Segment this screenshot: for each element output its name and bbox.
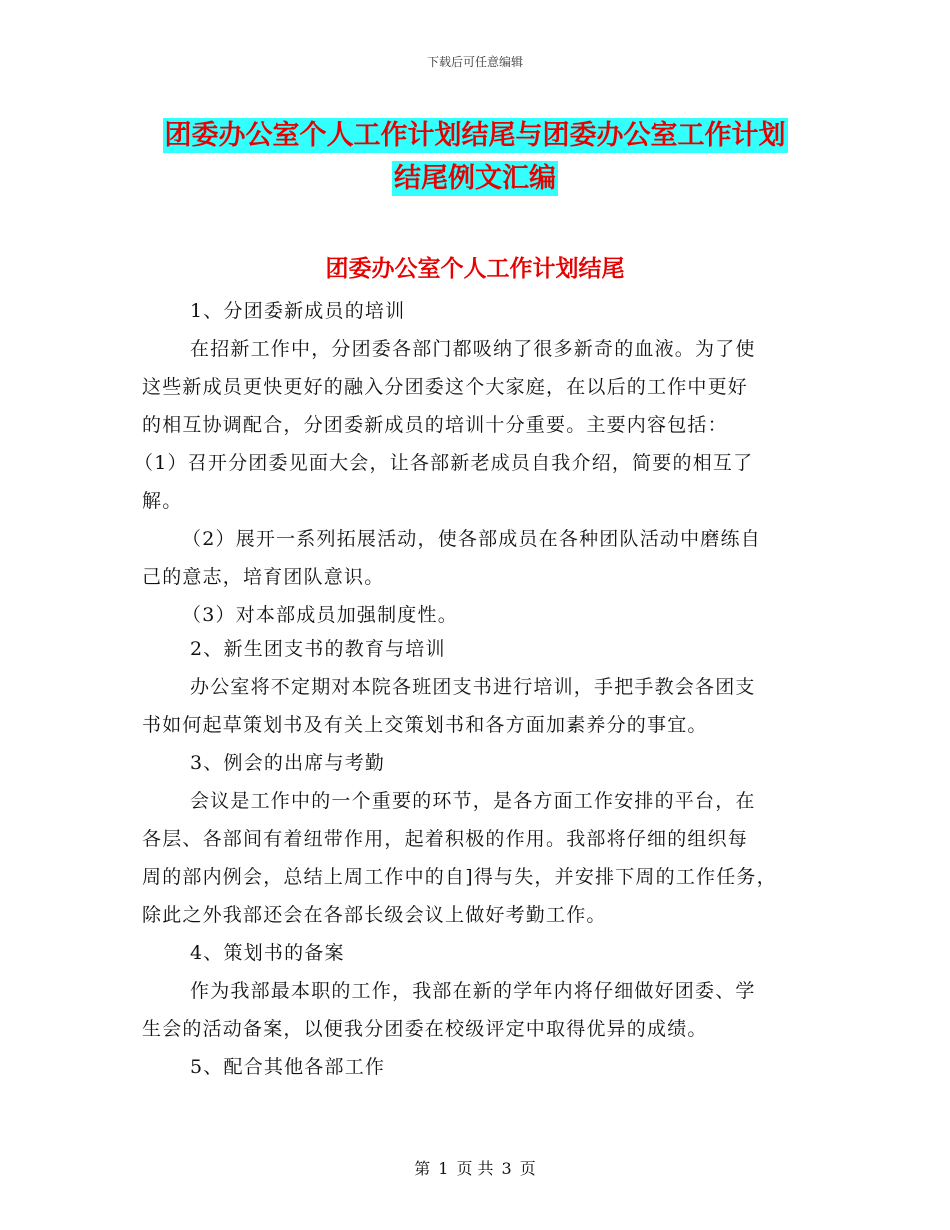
paragraph-line: 周的部内例会，总结上周工作中的自]得与失，并安排下周的工作任务， [142,866,777,888]
paragraph-line: 各层、各部间有着纽带作用，起着积极的作用。我部将仔细的组织每 [142,828,749,850]
paragraph-line: 这些新成员更快更好的融入分团委这个大家庭，在以后的工作中更好 [142,376,749,398]
item-heading-4: 4、策划书的备案 [190,942,345,964]
footer-prefix: 第 [414,1159,431,1178]
footer-mid: 页 共 [456,1159,494,1178]
paragraph-line: 书如何起草策划书及有关上交策划书和各方面加素养分的事宜。 [142,714,708,736]
paragraph-line: 的相互协调配合，分团委新成员的培训十分重要。主要内容包括： [142,414,728,436]
footer-suffix: 页 [519,1159,536,1178]
paragraph-line: 在招新工作中，分团委各部门都吸纳了很多新奇的血液。为了使 [190,338,756,360]
paragraph-line: （1）召开分团委见面大会，让各部新老成员自我介绍，简要的相互了 [134,452,754,474]
paragraph-line: 办公室将不定期对本院各班团支书进行培训，手把手教会各团支 [190,676,756,698]
header-note: 下载后可任意编辑 [426,55,523,69]
page-footer [0,1156,950,1179]
item-heading-1: 1、分团委新成员的培训 [190,300,406,322]
section-title: 团委办公室个人工作计划结尾 [325,256,625,282]
paragraph-line: 会议是工作中的一个重要的环节，是各方面工作安排的平台，在 [190,790,756,812]
item-heading-3: 3、例会的出席与考勤 [190,752,386,774]
paragraph-line: （3）对本部成员加强制度性。 [182,604,458,626]
paragraph-line: （2）展开一系列拓展活动，使各部成员在各种团队活动中磨练自 [182,528,761,550]
paragraph-line: 除此之外我部还会在各部长级会议上做好考勤工作。 [142,904,607,926]
paragraph-line: 解。 [142,490,183,512]
document-title-line-2: 结尾例文汇编 [394,163,556,194]
document-title-line-1: 团委办公室个人工作计划结尾与团委办公室工作计划 [164,120,786,151]
total-pages-number: 3 [501,1159,512,1178]
paragraph-line: 作为我部最本职的工作，我部在新的学年内将仔细做好团委、学 [190,980,756,1002]
paragraph-line: 生会的活动备案，以便我分团委在校级评定中取得优异的成绩。 [142,1018,708,1040]
current-page-number: 1 [438,1159,449,1178]
item-heading-5: 5、配合其他各部工作 [190,1056,386,1078]
paragraph-line: 己的意志，培育团队意识。 [142,566,385,588]
item-heading-2: 2、新生团支书的教育与培训 [190,638,446,660]
